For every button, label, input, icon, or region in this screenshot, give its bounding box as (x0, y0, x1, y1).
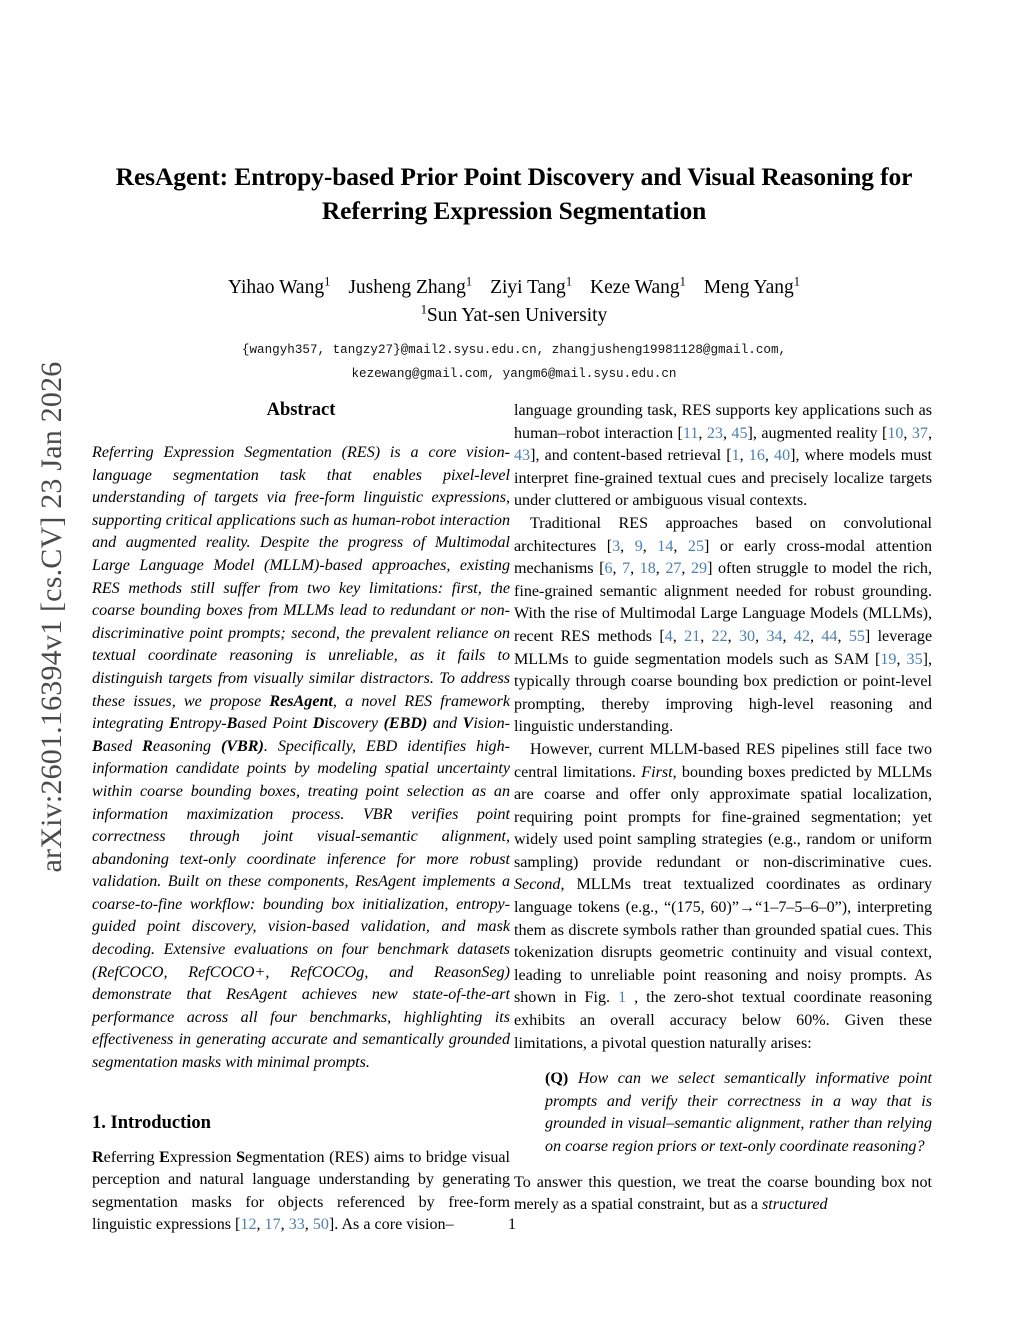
author-name: Ziyi Tang$^1$ (490, 274, 573, 299)
author-affiliation-marker: 1 (793, 274, 801, 289)
citation-link[interactable]: 3 (612, 537, 621, 555)
citation-link[interactable]: 44 (821, 627, 838, 645)
author-name: Jusheng Zhang$^1$ (348, 274, 473, 299)
intro-paragraph-1-cont: language grounding task, RES supports key applications such as human–robot interaction [11, 23, 45], augmented reality [10, 37, 43], and content-based retrieval [1, 16, 40], where models must interpret fine-grained textual cues and precisely localize targets under cluttered or ambiguous visual contexts. (514, 402, 932, 510)
body-columns (0, 400, 1024, 1234)
citation-link[interactable]: 6 (604, 560, 613, 578)
citation-link[interactable]: 42 (793, 627, 810, 645)
citation-link[interactable]: 40 (774, 447, 791, 465)
emphasized-text: R (142, 737, 153, 755)
intro-paragraph-2: Traditional RES approaches based on convolutional architectures [3, 9, 14, 25] or early cross-modal attention mechanisms [6, 7, 18, 27, 29] often struggle to model the rich, fine-grained semantic alignment needed for robust grounding. With the rise of Multimodal Large Language Models (MLLMs), recent RES methods [4, 21, 22, 30, 34, 42, 44, 55] leverage MLLMs to guide segmentation models such as SAM [19, 35], typically through coarse bounding box prediction or point-level prompting, thereby improving high-level reasoning and linguistic understanding. (514, 514, 933, 736)
emphasized-text: B (226, 715, 238, 733)
emphasized-text: E (159, 1148, 170, 1166)
citation-link[interactable]: 25 (687, 537, 705, 555)
emphasized-text: (Q) (545, 1070, 569, 1088)
author-affiliation-marker: 1 (465, 274, 473, 289)
arxiv-stamp: arXiv:2601.16394v1 [cs.CV] 23 Jan 2026 (35, 361, 68, 873)
email-list (88, 338, 940, 387)
author-name: Meng Yang$^1$ (703, 274, 801, 299)
citation-link[interactable]: 17 (264, 1216, 281, 1234)
emphasized-text: V (462, 715, 474, 733)
emphasized-text: (EBD) (383, 715, 428, 733)
intro-paragraph-4: To answer this question, we treat the coarse bounding box not merely as a spatial constraint, but as a structured (514, 1173, 932, 1214)
email-line: kezewang@gmail.com, yangm6@mail.sysu.edu.cn (351, 367, 677, 382)
intro-paragraph-3: However, current MLLM-based RES pipelines still face two central limitations. First, bounding boxes predicted by MLLMs are coarse and offer only approximate spatial localization, requiring point prompts for fine-grained segmentation; yet widely used point sampling strategies (e.g., random or uniform sampling) provide redundant or non-discriminative cues. Second, MLLMs treat textualized coordinates as ordinary language tokens (e.g., “(175, 60)”→“1–7–5–6–0”), interpreting them as discrete symbols rather than grounded spatial cues. This tokenization disrupts geometric continuity and visual context, leading to unreliable point reasoning and noisy prompts. As shown in Fig. 1 , the zero-shot textual coordinate reasoning exhibits an overall accuracy below 60%. Given these limitations, a pivotal question naturally arises: (514, 740, 932, 1052)
emphasized-text: First (641, 763, 673, 781)
emphasized-text: structured (762, 1196, 828, 1214)
citation-link[interactable]: 29 (690, 560, 708, 578)
author-list (88, 274, 940, 302)
author-affiliation-marker: 1 (679, 274, 686, 289)
author-name: Yihao Wang$^1$ (227, 274, 331, 299)
author-name: Keze Wang$^1$ (590, 274, 686, 299)
citation-link[interactable]: 14 (657, 537, 674, 555)
citation-link[interactable]: 22 (711, 627, 728, 645)
page-number: 1 (508, 1216, 516, 1233)
emphasized-text: ResAgent (269, 692, 333, 710)
emphasized-text: E (169, 715, 180, 733)
citation-link[interactable]: 10 (887, 424, 904, 442)
citation-link[interactable]: 4 (664, 627, 673, 645)
research-question-block: (Q) How can we select semantically informative point prompts and verify their correctness in a way that is grounded in visual–semantic alignment, rather than relying on coarse region priors or text-only coordinate reasoning? (545, 1070, 932, 1155)
page-title: ResAgent: Entropy-based Prior Point Discovery and Visual Reasoning for Referring Expression Segmentation (115, 162, 913, 226)
citation-link[interactable]: 1 (731, 447, 740, 465)
emphasized-text: R (92, 1148, 104, 1166)
emphasized-text: Second (514, 876, 561, 894)
affiliation-marker: 1 (420, 302, 427, 317)
emphasized-text: S (236, 1148, 246, 1166)
author-affiliation-marker: 1 (565, 274, 573, 289)
emphasized-text: B (92, 737, 103, 755)
citation-link[interactable]: 16 (748, 447, 765, 465)
citation-link[interactable]: 43 (514, 447, 531, 465)
citation-link[interactable]: 35 (906, 650, 923, 668)
citation-link[interactable]: 7 (622, 560, 631, 578)
abstract-heading: Abstract (266, 400, 336, 420)
affiliation: $^1$Sun Yat-sen University (420, 302, 608, 326)
section-heading-introduction: 1. Introduction (92, 1112, 211, 1133)
citation-link[interactable]: 21 (684, 627, 701, 645)
citation-link[interactable]: 23 (706, 424, 723, 442)
intro-paragraph-1: Referring Expression Segmentation (RES) aims to bridge visual perception and natural language understanding by generating segmentation masks for objects referenced by free-form linguistic expressions [12, 17, 33, 50]. As a core vision– (92, 1148, 511, 1234)
left-column (92, 400, 510, 1237)
citation-link[interactable]: 9 (634, 537, 643, 555)
citation-link[interactable]: 55 (848, 627, 865, 645)
author-affiliation-marker: 1 (324, 274, 331, 289)
citation-link[interactable]: 45 (731, 424, 748, 442)
citation-link[interactable]: 1 (618, 989, 627, 1007)
paper-header (88, 160, 940, 387)
email-line: {wangyh357, tangzy27}@mail2.sysu.edu.cn, zhangjusheng19981128@gmail.com, (241, 342, 787, 357)
citation-link[interactable]: 12 (240, 1216, 257, 1234)
citation-link[interactable]: 50 (312, 1216, 329, 1234)
citation-link[interactable]: 37 (911, 424, 928, 442)
citation-link[interactable]: 30 (739, 627, 756, 645)
emphasized-text: D (312, 715, 325, 733)
citation-link[interactable]: 18 (639, 560, 656, 578)
emphasized-text: (VBR) (220, 737, 264, 755)
citation-link[interactable]: 34 (766, 627, 783, 645)
citation-link[interactable]: 19 (880, 650, 897, 668)
abstract-text: Referring Expression Segmentation (RES) is a core vision-language segmentation task that enables pixel-level understanding of targets via free-form linguistic expressions, supporting critical applications such as human-robot interaction and augmented reality. Despite the progress of Multimodal Large Language Model (MLLM)-based approaches, existing RES methods still suffer from two key limitations: first, the coarse bounding boxes from MLLMs lead to redundant or non-discriminative point prompts; second, the prevalent reliance on textual coordinate reasoning is unreliable, as it fails to distinguish targets from visually similar distractors. To address these issues, we propose ResAgent, a novel RES framework integrating Entropy-Based Point Discovery (EBD) and Vision-Based Reasoning (VBR). Specifically, EBD identifies high-information candidate points by modeling spatial uncertainty within coarse bounding boxes, treating point selection as an information maximization process. VBR verifies point correctness through joint visual-semantic alignment, abandoning text-only coordinate inference for more robust validation. Built on these components, ResAgent implements a coarse-to-fine workflow: bounding box initialization, entropy-guided point discovery, vision-based validation, and mask decoding. Extensive evaluations on four benchmark datasets (RefCOCO, RefCOCO+, RefCOCOg, and ReasonSeg) demonstrate that ResAgent achieves new state-of-the-art performance across all four benchmarks, highlighting its effectiveness in generating accurate and semantically grounded segmentation masks with minimal prompts. (92, 444, 511, 1072)
citation-link[interactable]: 11 (682, 424, 699, 442)
citation-link[interactable]: 27 (665, 560, 682, 578)
right-column (514, 400, 932, 1217)
citation-link[interactable]: 33 (288, 1216, 305, 1234)
